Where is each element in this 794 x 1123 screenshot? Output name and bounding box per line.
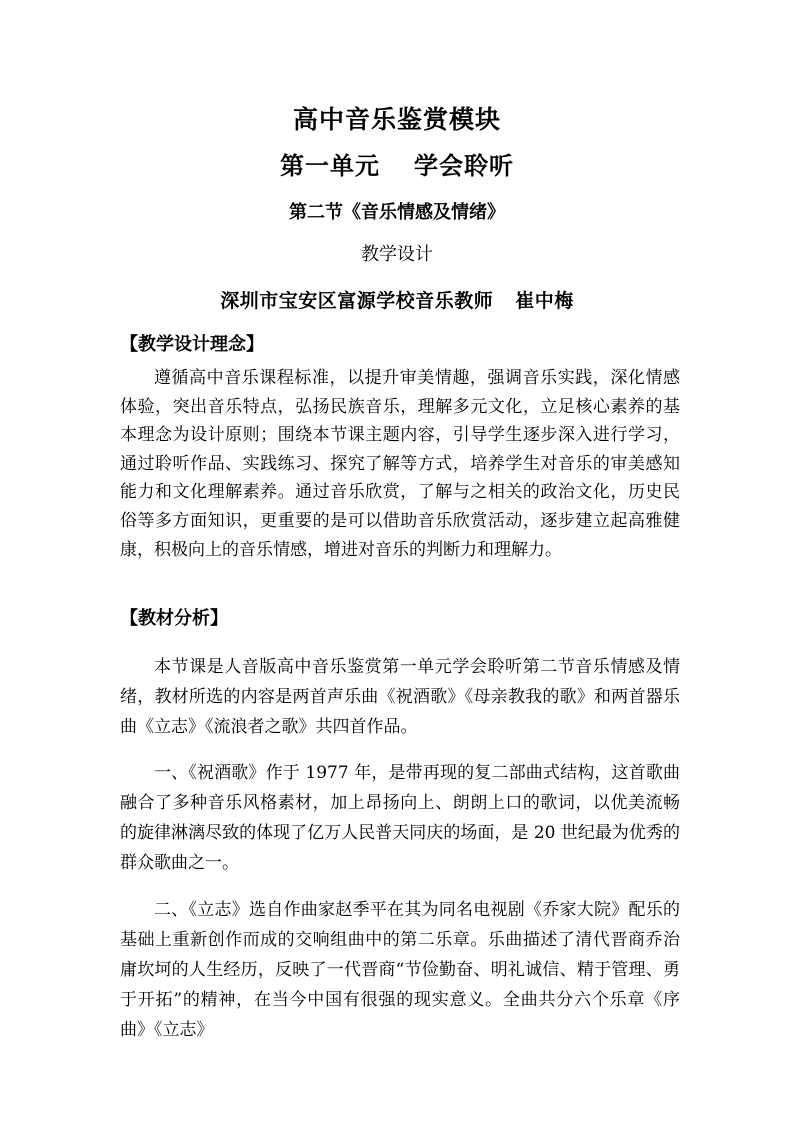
document-type: 教学设计 bbox=[361, 244, 433, 265]
author-line bbox=[0, 286, 794, 313]
unit-name: 学会聆听 bbox=[414, 151, 514, 180]
section-heading-design-concept: 【教学设计理念】 bbox=[120, 334, 264, 355]
author-organization: 深圳市宝安区富源学校音乐教师 bbox=[220, 290, 494, 312]
document-title: 高中音乐鉴赏模块 bbox=[292, 105, 501, 134]
paragraph-design-concept: 遵循高中音乐课程标准，以提升审美情趣，强调音乐实践，深化情感体验，突出音乐特点，弘扬民族音乐，理解多元文化，立足核心素养的基本理念为设计原则；围绕本节课主题内容，引导学生逐步深入进行学习，通过聆听作品、实践练习、探究了解等方式，培养学生对音乐的审美感知能力和文化理解素养。通过音乐欣赏，了解与之相关的政治文化，历史民俗等多方面知识，更重要的是可以借助音乐欣赏活动，逐步建立起高雅健康，积极向上的音乐情感，增进对音乐的判断力和理解力。 bbox=[120, 368, 680, 560]
author-name: 崔中梅 bbox=[515, 290, 574, 312]
paragraph-song-toast: 一、《祝酒歌》作于 1977 年，是带再现的复二部曲式结构，这首歌曲融合了多种音乐风格素材，加上昂扬向上、朗朗上口的歌词，以优美流畅的旋律淋漓尽致的体现了亿万人民普天同庆的场面，是 20 世纪最为优秀的群众歌曲之一。 bbox=[120, 763, 680, 873]
section-title: 第二节《音乐情感及情绪》 bbox=[289, 202, 505, 223]
paragraph-piece-lizhi: 二、《立志》选自作曲家赵季平在其为同名电视剧《乔家大院》配乐的基础上重新创作而成的交响组曲中的第二乐章。乐曲描述了清代晋商乔治庸坎坷的人生经历，反映了一代晋商“节俭勤奋、明礼诚信、精于管理、勇于开拓”的精神，在当今中国有很强的现实意义。全曲共分六个乐章《序曲》《立志》 bbox=[120, 900, 680, 1040]
unit-label: 第一单元 bbox=[280, 151, 380, 180]
section-heading-material-analysis: 【教材分析】 bbox=[120, 608, 228, 629]
paragraph-material-intro: 本节课是人音版高中音乐鉴赏第一单元学会聆听第二节音乐情感及情绪，教材所选的内容是两首声乐曲《祝酒歌》《母亲教我的歌》和两首器乐曲《立志》《流浪者之歌》共四首作品。 bbox=[120, 657, 680, 737]
unit-title bbox=[0, 146, 794, 181]
